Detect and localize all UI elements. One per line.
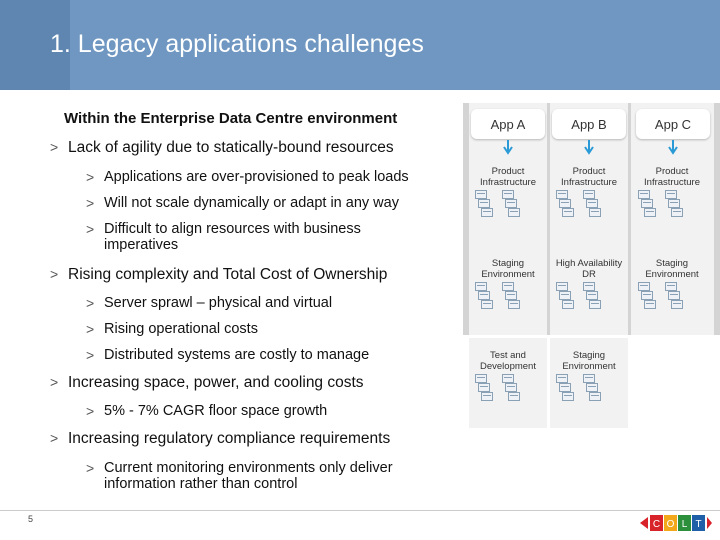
sub-bullet-text: Current monitoring environments only deliver information rather than control xyxy=(104,460,393,492)
server-icon xyxy=(589,300,601,309)
svg-text:O: O xyxy=(666,519,675,530)
server-icon xyxy=(644,208,656,217)
bullet-marker: > xyxy=(50,266,59,282)
page-title: 1. Legacy applications challenges xyxy=(50,30,424,58)
page-number: 5 xyxy=(28,514,34,524)
colt-logo-icon xyxy=(640,514,712,532)
server-icon xyxy=(668,199,680,208)
sub-bullet-text: Rising operational costs xyxy=(104,321,258,337)
svg-text:C: C xyxy=(652,519,661,530)
server-icon xyxy=(562,300,574,309)
server-icon xyxy=(583,282,595,291)
server-icon xyxy=(641,291,653,300)
env-label: Staging Environment xyxy=(481,258,535,280)
bullet-text: Increasing regulatory compliance requirements xyxy=(68,430,391,447)
bullet-text: Rising complexity and Total Cost of Ownership xyxy=(68,266,388,283)
svg-text:T: T xyxy=(695,519,702,530)
bullet-marker: > xyxy=(86,460,95,476)
env-label: Staging Environment xyxy=(562,350,616,372)
env-label: Staging Environment xyxy=(645,258,699,280)
svg-text:L: L xyxy=(681,519,688,530)
server-icon xyxy=(502,282,514,291)
sub-bullet-text: Will not scale dynamically or adapt in any way xyxy=(104,195,399,211)
sub-bullet-text: Distributed systems are costly to manage xyxy=(104,347,370,363)
server-icon xyxy=(665,190,677,199)
arrow-down-icon xyxy=(584,140,594,155)
app-a-box: App A xyxy=(471,109,545,139)
server-icon xyxy=(665,282,677,291)
server-icon xyxy=(478,199,490,208)
server-icon xyxy=(644,300,656,309)
arrow-down-icon xyxy=(668,140,678,155)
bullet-marker: > xyxy=(86,169,95,185)
server-icon xyxy=(559,383,571,392)
sub-bullet-text: Applications are over-provisioned to peak loads xyxy=(104,169,409,185)
sub-bullet-text: 5% - 7% CAGR floor space growth xyxy=(104,403,328,419)
sub-bullet xyxy=(86,195,399,212)
server-icon xyxy=(556,374,568,383)
env-label: Product Infrastructure xyxy=(561,166,617,188)
bullet-marker: > xyxy=(86,347,95,363)
app-c-box: App C xyxy=(636,109,710,139)
server-icon xyxy=(589,392,601,401)
server-icon xyxy=(475,190,487,199)
sub-bullet xyxy=(86,460,444,492)
env-label: High Availability DR xyxy=(555,258,623,280)
server-icon xyxy=(638,282,650,291)
server-icon xyxy=(505,199,517,208)
sub-bullet-text: Difficult to align resources with business imperatives xyxy=(104,221,361,253)
server-icon xyxy=(638,190,650,199)
server-icon xyxy=(583,190,595,199)
server-icon xyxy=(559,291,571,300)
server-icon xyxy=(671,208,683,217)
server-icon xyxy=(583,374,595,383)
server-icon xyxy=(475,374,487,383)
server-icon xyxy=(556,190,568,199)
server-icon xyxy=(481,300,493,309)
bullet-marker: > xyxy=(86,295,95,311)
env-label: Product Infrastructure xyxy=(480,166,536,188)
sub-bullet xyxy=(86,221,424,253)
server-icon xyxy=(502,190,514,199)
arrow-down-icon xyxy=(503,140,513,155)
bullet-text: Increasing space, power, and cooling costs xyxy=(68,374,364,391)
server-icon xyxy=(641,199,653,208)
server-icon xyxy=(562,208,574,217)
env-label: Test and Development xyxy=(480,350,536,372)
bullet-marker: > xyxy=(86,321,95,337)
server-icon xyxy=(502,374,514,383)
server-icon xyxy=(562,392,574,401)
sub-bullet xyxy=(86,347,369,364)
section-heading: Within the Enterprise Data Centre environment xyxy=(64,110,398,127)
server-icon xyxy=(668,291,680,300)
bullet-costs xyxy=(50,374,364,392)
sub-bullet xyxy=(86,295,332,312)
server-icon xyxy=(508,392,520,401)
bullet-marker: > xyxy=(86,195,95,211)
bullet-marker: > xyxy=(86,221,95,237)
server-icon xyxy=(481,208,493,217)
bullet-complexity xyxy=(50,266,387,284)
bullet-agility xyxy=(50,139,394,157)
server-icon xyxy=(478,383,490,392)
server-icon xyxy=(586,199,598,208)
server-icon xyxy=(508,300,520,309)
env-label: Product Infrastructure xyxy=(644,166,700,188)
server-icon xyxy=(508,208,520,217)
bullet-compliance xyxy=(50,430,390,448)
bullet-marker: > xyxy=(86,403,95,419)
server-icon xyxy=(586,383,598,392)
sub-bullet-text: Server sprawl – physical and virtual xyxy=(104,295,333,311)
bullet-marker: > xyxy=(50,139,59,155)
bullet-text: Lack of agility due to statically-bound resources xyxy=(68,139,394,156)
sub-bullet xyxy=(86,321,258,338)
bullet-marker: > xyxy=(50,430,59,446)
server-icon xyxy=(505,383,517,392)
bullet-marker: > xyxy=(50,374,59,390)
sub-bullet xyxy=(86,169,409,186)
sub-bullet xyxy=(86,403,327,420)
server-icon xyxy=(505,291,517,300)
server-icon xyxy=(478,291,490,300)
footer-divider xyxy=(0,510,720,511)
server-icon xyxy=(671,300,683,309)
server-icon xyxy=(556,282,568,291)
server-icon xyxy=(586,291,598,300)
server-icon xyxy=(559,199,571,208)
server-icon xyxy=(475,282,487,291)
server-icon xyxy=(589,208,601,217)
server-icon xyxy=(481,392,493,401)
app-b-box: App B xyxy=(552,109,626,139)
